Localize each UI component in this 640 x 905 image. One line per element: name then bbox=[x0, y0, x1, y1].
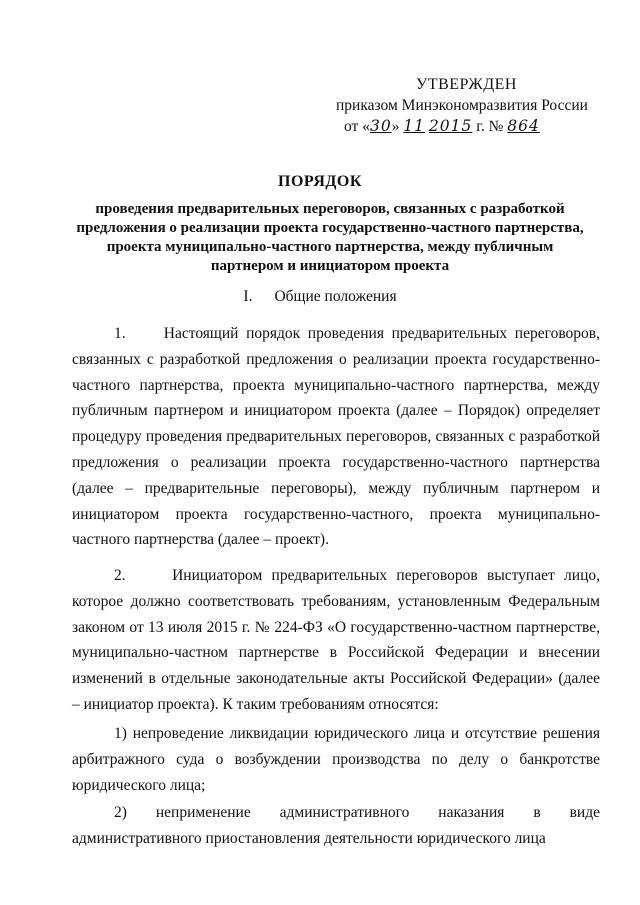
approval-stamp bbox=[330, 74, 620, 137]
handwritten-year: 2015 bbox=[428, 117, 473, 135]
section-heading bbox=[0, 288, 640, 306]
handwritten-day: 30 bbox=[369, 117, 392, 135]
paragraph-3 bbox=[72, 721, 600, 798]
approval-date-line bbox=[330, 116, 620, 137]
approval-title: УТВЕРЖДЕН bbox=[416, 76, 517, 93]
date-prefix: от « bbox=[344, 118, 370, 135]
paragraph-4 bbox=[72, 800, 600, 852]
date-suffix: г. № bbox=[476, 118, 504, 135]
paragraph-text: 1) непроведение ликвидации юридического лица и отсутствие решения арбитражного суда о возбуждении производства по делу о банкротстве юридического лица; bbox=[72, 725, 600, 794]
date-mid: » bbox=[391, 118, 400, 135]
section-title: Общие положения bbox=[274, 288, 397, 305]
document-title: ПОРЯДОК bbox=[278, 173, 362, 190]
document-subtitle: проведения предварительных переговоров, связанных с разработкой предложения о реализации проекта государственно-частного партнерства, проекта муниципально-частного партнерства, между публичным партнером и инициатором проекта bbox=[76, 201, 584, 274]
section-number: I. bbox=[243, 288, 253, 305]
paragraph-2 bbox=[72, 563, 600, 718]
handwritten-month: 11 bbox=[403, 117, 426, 135]
paragraph-text: 1. Настоящий порядок проведения предварительных переговоров, связанных с разработкой предложения о реализации проекта государственно-частного партнерства, проекта муниципально-частного партнерства, между публичным партнером и инициатором проекта (далее – Порядок) определяет процедуру проведения предварительных переговоров, связанных с разработкой предложения о реализации проекта государственно-частного партнерства (далее – предварительные переговоры), между публичным партнером и инициатором проекта государственно-частного, проекта муниципально-частного партнерства (далее – проект). bbox=[72, 325, 600, 549]
paragraph-1 bbox=[72, 321, 600, 553]
paragraph-text: 2. Инициатором предварительных переговоров выступает лицо, которое должно соответствовать требованиям, установленным Федеральным законом от 13 июля 2015 г. № 224-ФЗ «О государственно-частном партнерстве, муниципально-частном партнерстве в Российской Федерации и внесении изменений в отдельные законодательные акты Российской Федерации» (далее – инициатор проекта). К таким требованиям относятся: bbox=[72, 567, 600, 713]
approval-order-line: приказом Минэкономразвития России bbox=[336, 97, 588, 114]
handwritten-number: 864 bbox=[507, 117, 540, 135]
paragraph-text: 2) неприменение административного наказания в виде административного приостановления деятельности юридического лица bbox=[72, 804, 600, 847]
